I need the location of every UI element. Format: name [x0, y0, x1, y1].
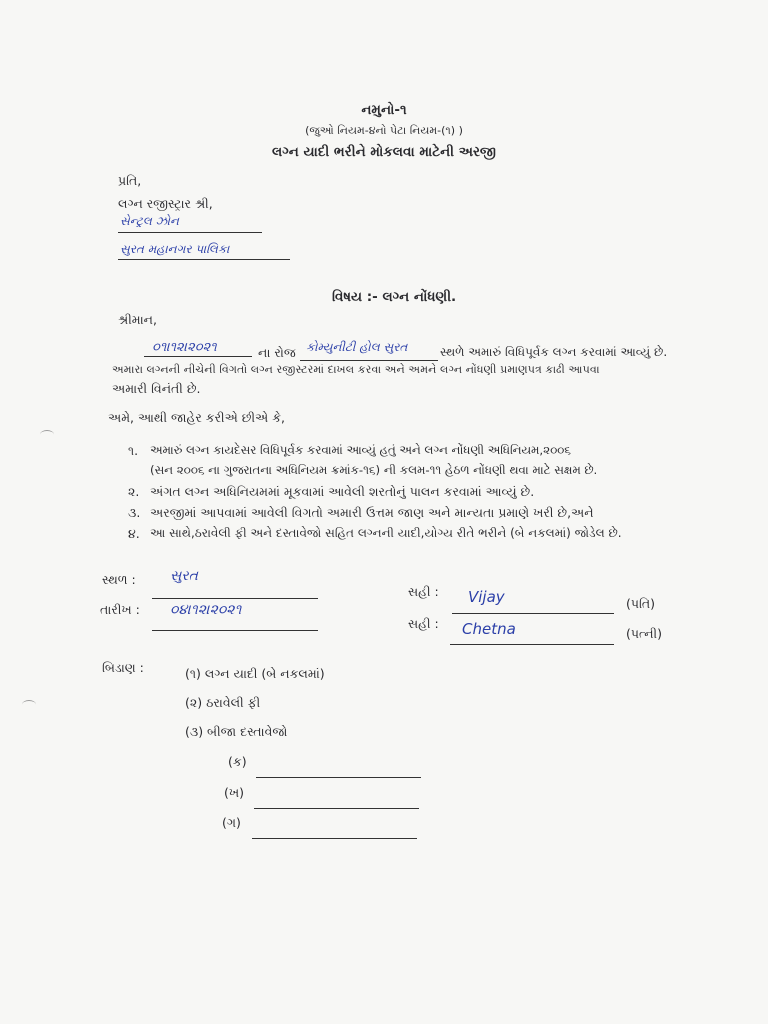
addressee-to: પ્રતિ,	[118, 173, 142, 188]
punch-hole-mark	[40, 430, 54, 439]
declaration-text: અરજીમાં આપવામાં આવેલી વિગતો અમારી ઉત્તમ જાણ અને માન્યતા પ્રમાણે ખરી છે,અને	[150, 505, 594, 520]
rule-reference: (જુઓ નિયમ-૪નો પેટા નિયમ-(૧) )	[305, 124, 463, 137]
place-label: સ્થળ :	[102, 572, 136, 587]
handwritten-corporation: સુરત મહાનગર પાલિકા	[120, 242, 230, 256]
other-document-label: (ક)	[228, 754, 247, 769]
declaration-number: ૪.	[128, 526, 140, 541]
marriage-place-underline	[300, 360, 438, 361]
marriage-date-underline	[144, 356, 252, 357]
other-document-line	[252, 838, 417, 839]
wife-signature: Chetna	[462, 620, 516, 638]
handwritten-zone: સેન્ટ્રલ ઝોન	[120, 214, 179, 228]
attachment-item: (૩) બીજા દસ્તાવેજો	[185, 724, 288, 739]
declaration-intro: અમે, આથી જાહેર કરીએ છીએ કે,	[108, 410, 285, 425]
declaration-text: (સન ૨૦૦૬ ના ગુજરાતના અધિનિયમ ક્રમાંક-૧૬) ની કલમ-૧૧ હેઠળ નોંધણી થવા માટે સક્ષમ છે.	[150, 463, 598, 477]
declaration-number: ૨.	[128, 484, 140, 499]
other-document-label: (ગ)	[222, 815, 241, 830]
declaration-text: અમારું લગ્ન કાયદેસર વિધિપૂર્વક કરવામાં આવ્યું હતું અને લગ્ન નોંધણી અધિનિયમ,૨૦૦૬	[150, 443, 571, 457]
punch-hole-mark	[22, 700, 36, 709]
handwritten-marriage-date: ૦૧।૧૨।૨૦૨૧	[152, 340, 217, 355]
salutation: શ્રીમાન,	[118, 312, 157, 327]
attachments-label: બિડાણ :	[102, 660, 144, 675]
handwritten-date: ૦૪।૧૨।૨૦૨૧	[170, 602, 242, 618]
husband-signature: Vijay	[468, 588, 505, 606]
declaration-number: ૧.	[128, 443, 139, 458]
signature-label-wife: સહી :	[408, 616, 439, 631]
subject-line: વિષય :- લગ્ન નોંધણી.	[332, 289, 457, 305]
form-title: લગ્ન યાદી ભરીને મોકલવા માટેની અરજી	[272, 144, 496, 160]
wife-role: (પત્ની)	[626, 626, 662, 641]
on-text: ના રોજ	[258, 345, 296, 360]
husband-signature-line	[452, 613, 614, 614]
body-line-2: અમારા લગ્નની નીચેની વિગતો લગ્ન રજીસ્ટરમાં દાખલ કરવા અને અમને લગ્ન નોંધણી પ્રમાણપત્ર કાઢી આપવા	[112, 363, 600, 376]
zone-underline	[118, 232, 262, 233]
attachment-item: (૧) લગ્ન યાદી (બે નકલમાં)	[185, 666, 325, 681]
corporation-underline	[118, 259, 290, 260]
date-underline	[152, 630, 318, 631]
husband-role: (પતિ)	[626, 596, 655, 611]
other-document-line	[256, 777, 421, 778]
place-underline	[152, 598, 318, 599]
wife-signature-line	[450, 644, 614, 645]
body-line-1-rest: સ્થળે અમારું વિધિપૂર્વક લગ્ન કરવામાં આવ્યું છે.	[440, 345, 668, 359]
signature-label-husband: સહી :	[408, 584, 439, 599]
attachment-item: (૨) ઠરાવેલી ફી	[185, 695, 261, 710]
addressee-registrar: લગ્ન રજીસ્ટ્રાર શ્રી,	[118, 196, 213, 211]
declaration-text: અંગત લગ્ન અધિનિયમમાં મૂકવામાં આવેલી શરતોનું પાલન કરવામાં આવ્યું છે.	[150, 484, 535, 499]
body-line-3: અમારી વિનંતી છે.	[112, 381, 201, 396]
other-document-line	[254, 808, 419, 809]
declaration-number: ૩.	[128, 505, 141, 520]
declaration-text: આ સાથે,ઠરાવેલી ફી અને દસ્તાવેજો સહિત લગ્નની યાદી,યોગ્ય રીતે ભરીને (બે નકલમાં) જોડેલ છે.	[150, 526, 622, 540]
other-document-label: (ખ)	[224, 785, 245, 800]
handwritten-marriage-place: કોમ્યુનીટી હોલ સુરત	[306, 340, 408, 354]
date-label: તારીખ :	[100, 602, 140, 617]
handwritten-place: સુરત	[170, 568, 198, 584]
form-number: નમુનો-૧	[361, 102, 407, 118]
